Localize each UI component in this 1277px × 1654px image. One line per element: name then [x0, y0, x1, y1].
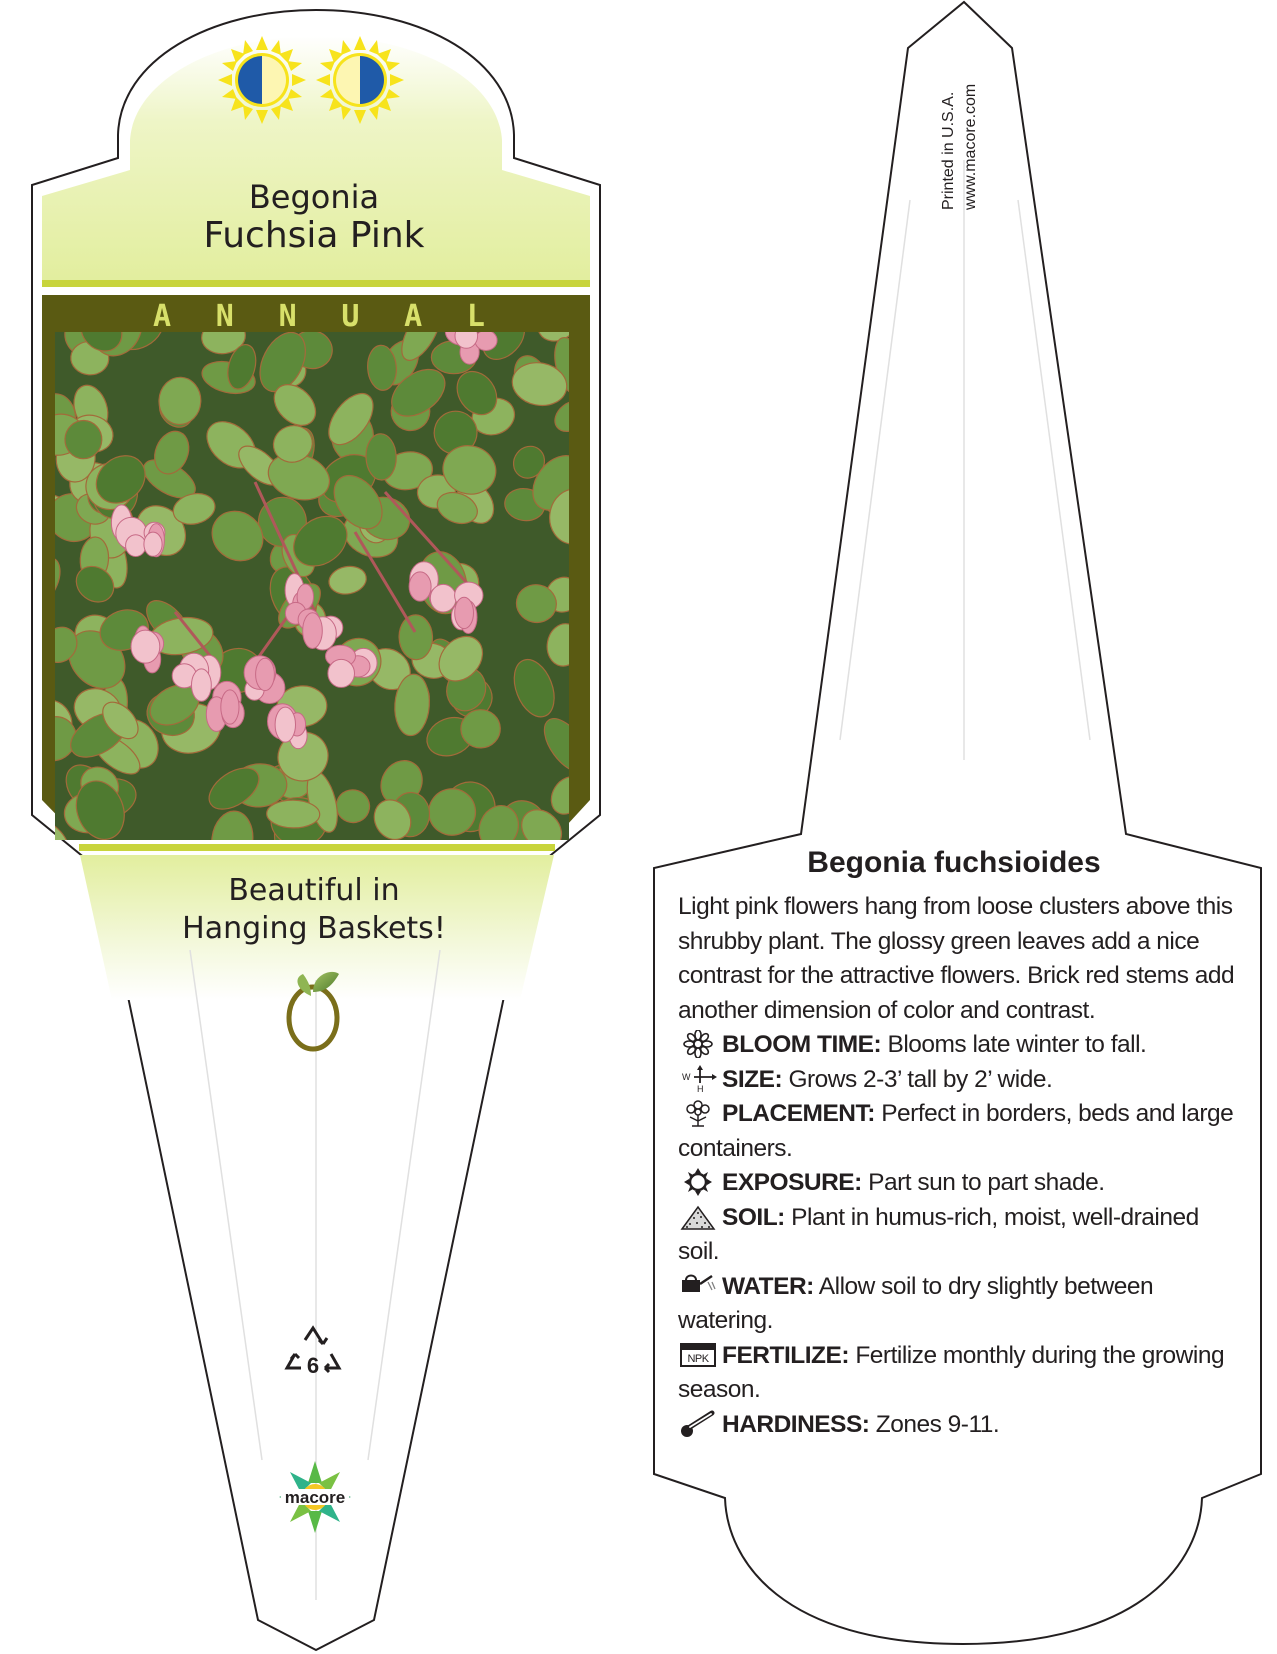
care-text: Plant in humus-rich, moist, well-drained soil.: [678, 1203, 1199, 1265]
botanical-name: Begonia fuchsioides: [807, 846, 1101, 879]
npk-text: NPK: [687, 1352, 709, 1365]
printed-in: Printed in U.S.A.: [940, 91, 957, 210]
genus-name: Begonia: [248, 178, 380, 216]
tagline-line: Hanging Baskets!: [182, 911, 446, 946]
care-label: SIZE:: [722, 1065, 783, 1093]
care-text: Allow soil to dry slightly between watering.: [678, 1272, 1154, 1334]
flower-petal-shape: [275, 707, 295, 742]
care-label: HARDINESS:: [722, 1410, 870, 1438]
cultivar-name: Fuchsia Pink: [203, 215, 425, 256]
care-label: PLACEMENT:: [722, 1100, 875, 1127]
category-label: [50, 299, 580, 334]
recycle-number: 6: [306, 1353, 320, 1378]
flower-petal-shape: [455, 597, 474, 628]
flower-petal-shape: [256, 658, 275, 690]
watering-can-icon: [678, 1272, 718, 1300]
size-h-label: H: [697, 1083, 703, 1093]
flower-petal-shape: [475, 332, 497, 351]
flower-petal-shape: [430, 584, 456, 612]
care-text: Perfect in borders, beds and large containers.: [678, 1100, 1234, 1162]
website: www.macore.com: [962, 83, 979, 210]
tagline-line: Beautiful in: [228, 873, 400, 908]
care-text: Zones 9-11.: [875, 1410, 1000, 1438]
category-letter: A: [404, 299, 423, 334]
flower-petal-shape: [303, 613, 323, 649]
flower-petal-shape: [192, 669, 212, 701]
care-label: SOIL:: [722, 1203, 785, 1231]
placement-icon: [678, 1099, 718, 1127]
flower-petal-shape: [221, 690, 239, 724]
full-sun-icon: [218, 36, 306, 124]
category-letter: U: [341, 299, 360, 334]
care-label: FERTILIZE:: [722, 1341, 850, 1369]
lime-divider-top: [42, 280, 590, 287]
print-info: [938, 50, 982, 210]
begonia-photo: [55, 332, 569, 840]
care-row-size: [678, 1063, 1243, 1098]
npk-icon: [678, 1341, 718, 1369]
care-row-hardiness: [678, 1408, 1243, 1443]
part-sun-icon: [316, 36, 404, 124]
care-row-bloom: [678, 1028, 1243, 1063]
category-letter: N: [278, 299, 297, 334]
thermometer-icon: [678, 1410, 718, 1438]
care-text: Blooms late winter to fall.: [887, 1031, 1147, 1058]
care-info: [678, 890, 1243, 1442]
flower-petal-shape: [144, 532, 162, 556]
care-label: WATER:: [722, 1272, 814, 1300]
care-text: Fertilize monthly during the growing season.: [678, 1341, 1225, 1403]
size-w-label: W: [682, 1071, 690, 1082]
care-text: Grows 2-3’ tall by 2’ wide.: [788, 1065, 1053, 1093]
care-row-water: [678, 1270, 1243, 1339]
leaf-shape: [266, 800, 319, 829]
flower-petal-shape: [409, 572, 431, 601]
lime-divider-bottom: [79, 844, 555, 851]
flower-petal-shape: [131, 630, 160, 663]
size-icon: [678, 1065, 718, 1093]
leaf-shape: [64, 420, 102, 459]
care-label: BLOOM TIME:: [722, 1031, 882, 1058]
care-row-fertilize: [678, 1339, 1243, 1408]
category-letter: N: [215, 299, 234, 334]
description: Light pink flowers hang from loose clusters above this shrubby plant. The glossy green leaves add a nice contrast for the attractive flowers. Brick red stems add another dimension of color and contrast.: [678, 893, 1235, 1024]
care-row-exposure: [678, 1166, 1243, 1201]
care-row-soil: [678, 1201, 1243, 1270]
flower-petal-shape: [328, 659, 355, 687]
category-letter: A: [153, 299, 172, 334]
care-row-placement: [678, 1097, 1243, 1166]
care-text: Part sun to part shade.: [868, 1169, 1105, 1196]
logo-text: macore: [284, 1488, 346, 1507]
flower-icon: [678, 1030, 718, 1058]
care-label: EXPOSURE:: [722, 1169, 862, 1196]
flower-petal-shape: [126, 535, 146, 557]
tagline: [20, 872, 608, 948]
soil-icon: [678, 1203, 718, 1231]
category-letter: L: [466, 299, 485, 334]
sun-icon: [678, 1168, 718, 1196]
leaf-shape: [460, 709, 501, 749]
